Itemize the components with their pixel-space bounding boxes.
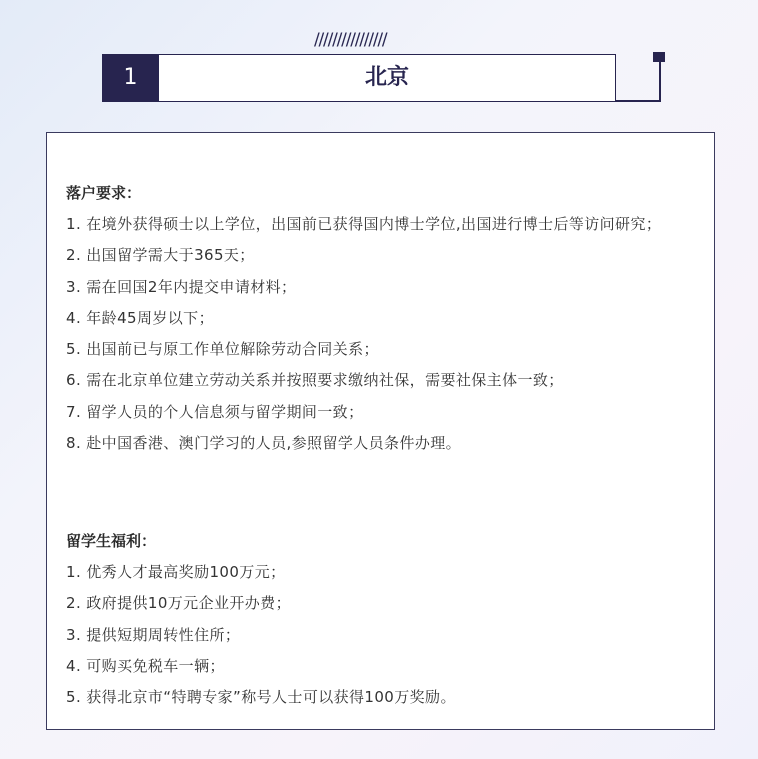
decorative-slashes: //////////////// <box>314 30 387 50</box>
list-item: 5. 获得北京市“特聘专家”称号人士可以获得100万奖励。 <box>66 688 456 707</box>
list-item: 5. 出国前已与原工作单位解除劳动合同关系； <box>66 340 379 359</box>
student-benefits <box>66 526 706 713</box>
corner-line-vertical <box>659 60 661 102</box>
list-item: 7. 留学人员的个人信息须与留学期间一致； <box>66 402 364 421</box>
list-item: 3. 需在回国2年内提交申请材料； <box>66 277 297 296</box>
list-item: 4. 可购买免税车一辆； <box>66 656 225 675</box>
city-title: 北京 <box>364 65 409 90</box>
list-item: 6. 需在北京单位建立劳动关系并按照要求缴纳社保，需要社保主体一致； <box>66 371 564 390</box>
list-item: 1. 优秀人才最高奖励100万元； <box>66 563 286 581</box>
list-item: 8. 赴中国香港、澳门学习的人员,参照留学人员条件办理。 <box>66 434 462 453</box>
list-item: 1. 在境外获得硕士以上学位，出国前已获得国内博士学位,出国进行博士后等访问研究； <box>66 215 662 233</box>
student-benefits-title: 留学生福利： <box>66 532 157 550</box>
section-number: 1 <box>102 54 159 102</box>
content-panel <box>46 132 715 730</box>
settle-requirements <box>66 178 706 459</box>
list-item: 2. 出国留学需大于365天； <box>66 246 255 265</box>
list-item: 3. 提供短期周转性住所； <box>66 625 241 644</box>
title-box <box>159 54 616 102</box>
list-item: 4. 年龄45周岁以下； <box>66 308 214 327</box>
section-header <box>102 54 662 104</box>
settle-requirements-title: 落户要求： <box>66 184 142 202</box>
list-item: 2. 政府提供10万元企业开办费； <box>66 594 291 613</box>
corner-square <box>653 52 665 62</box>
corner-line-horizontal <box>615 100 661 102</box>
